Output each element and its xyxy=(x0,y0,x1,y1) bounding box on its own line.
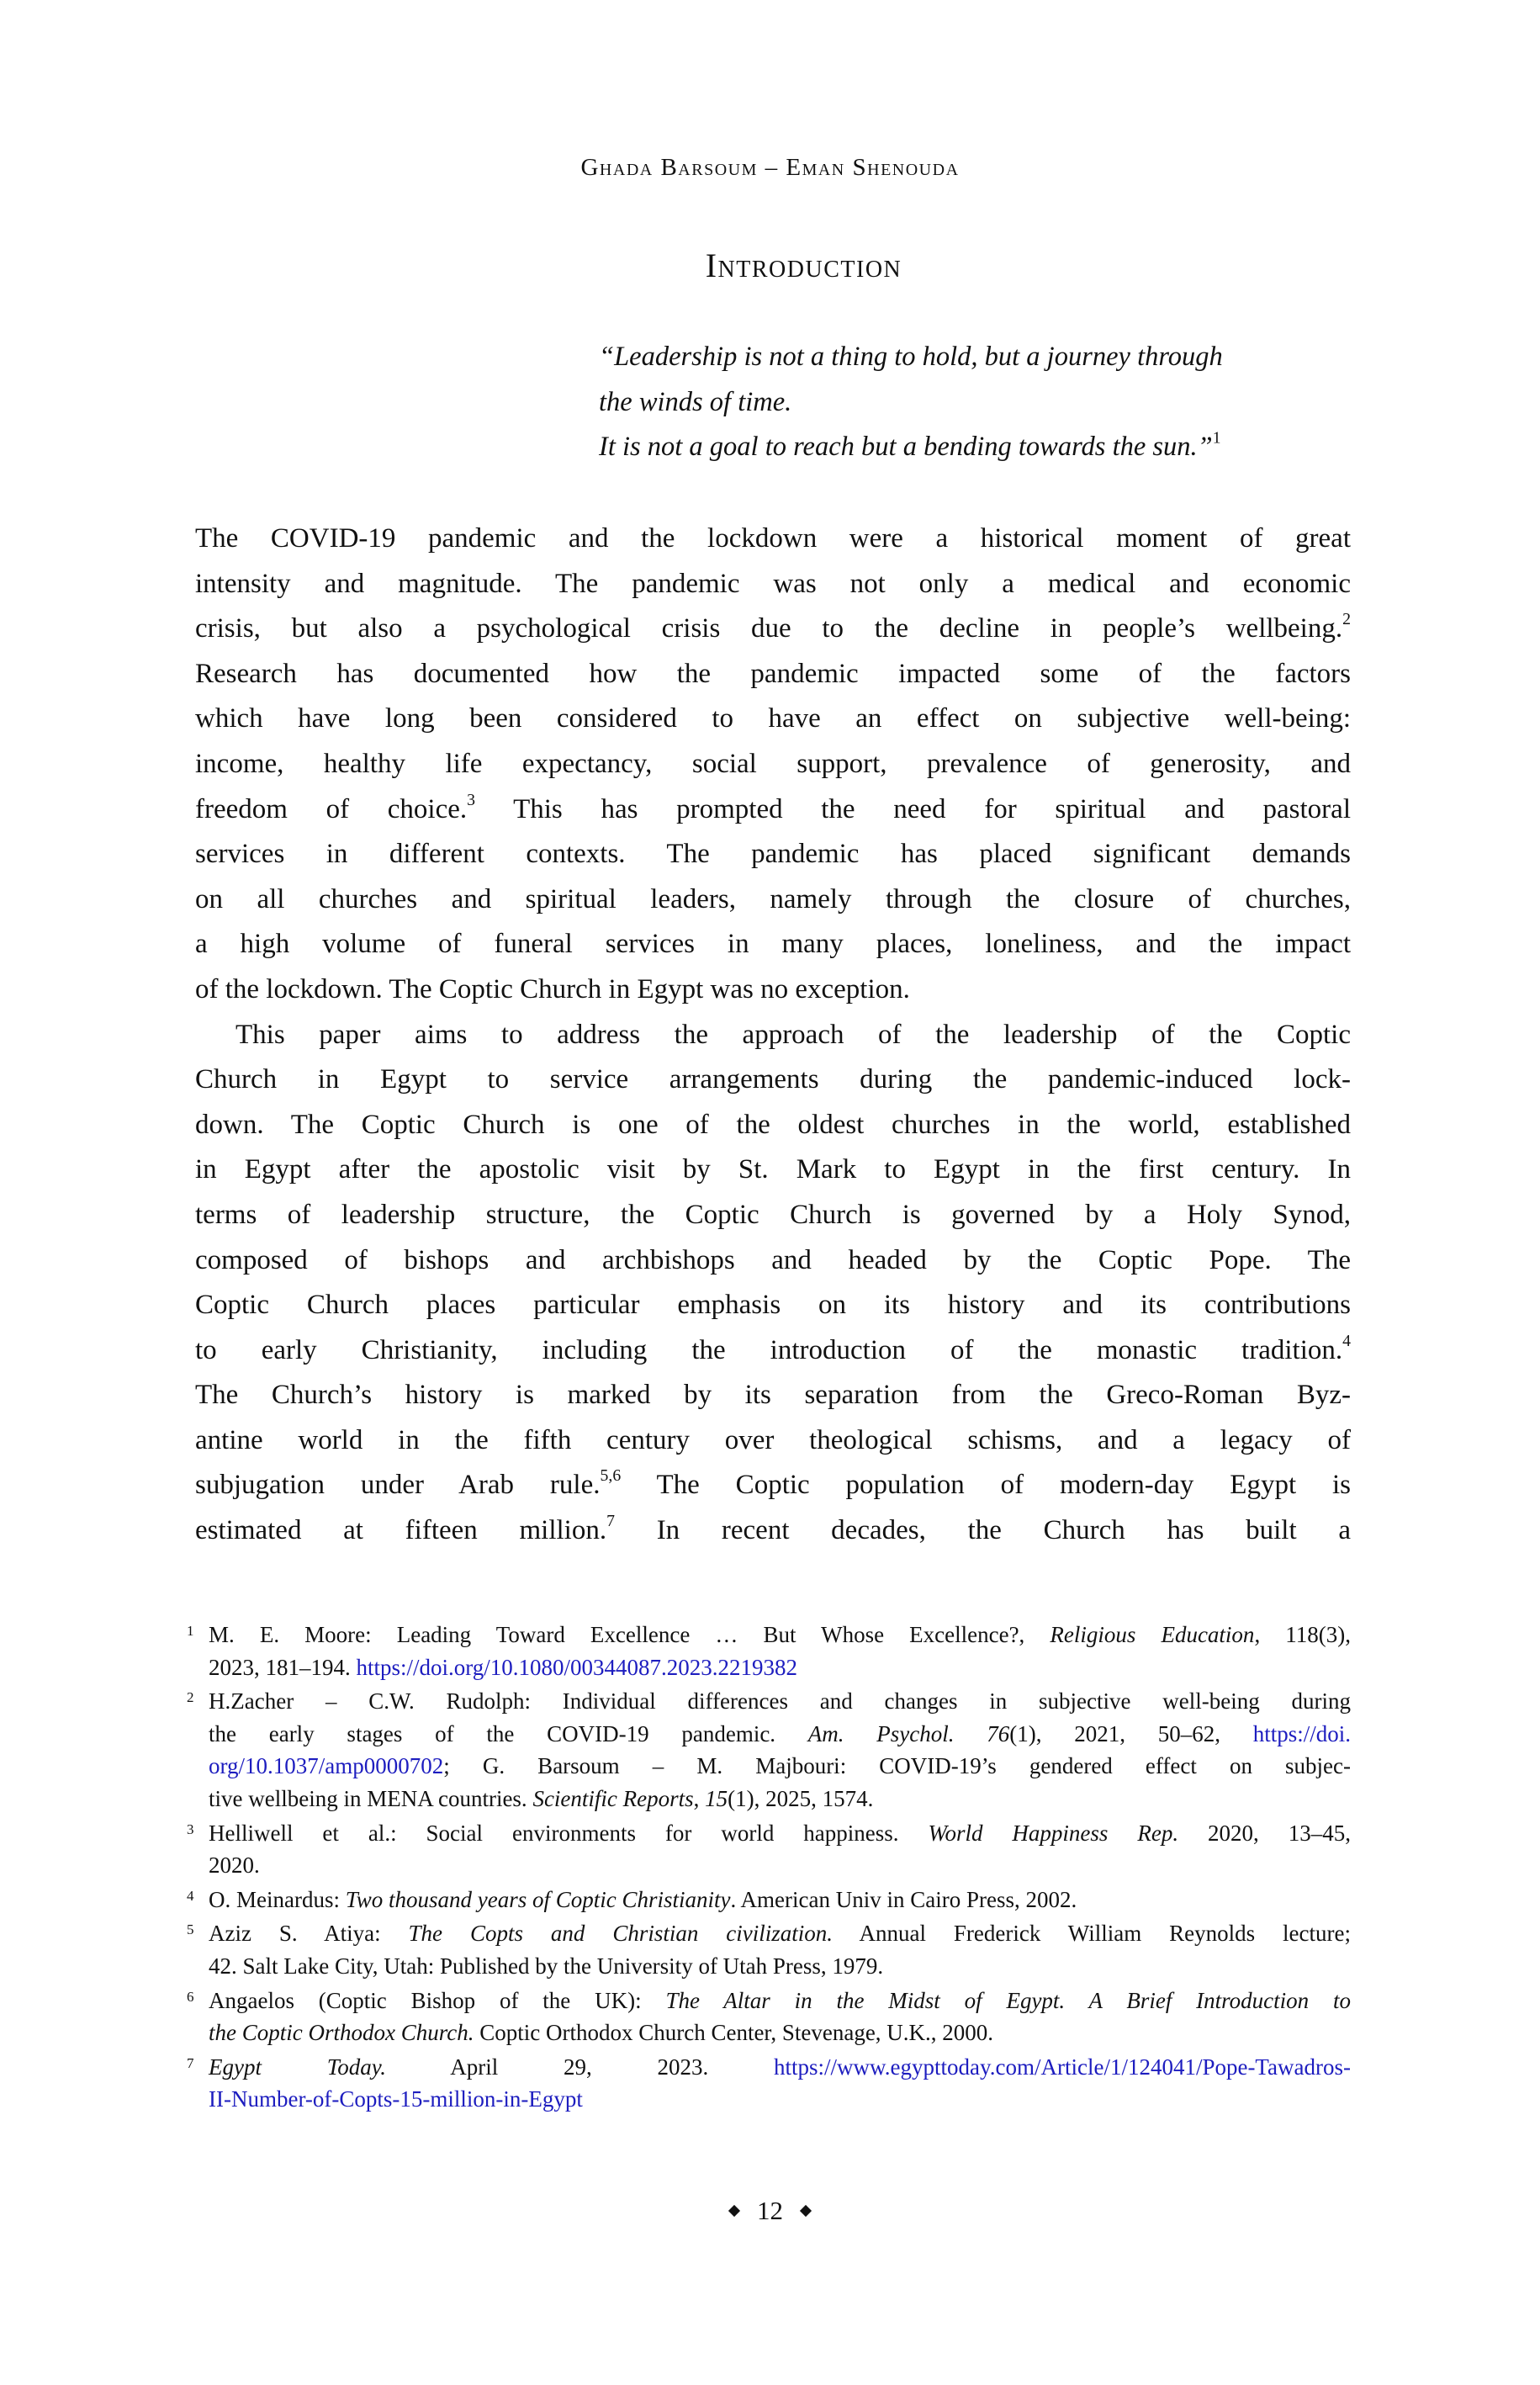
footnote-number: 2 xyxy=(187,1689,194,1706)
text-segment: estimated at fifteen million. xyxy=(195,1515,607,1546)
text-segment: terms of leadership structure, the Coptic Church is governed by a Holy Synod, xyxy=(195,1199,1351,1230)
footnote xyxy=(187,1685,1351,1815)
page-footer xyxy=(0,2196,1540,2226)
footnote-line xyxy=(209,2017,1351,2049)
text-segment: In recent decades, the Church has built a xyxy=(614,1515,1351,1546)
text-segment: subjugation under Arab rule. xyxy=(195,1470,601,1501)
text-segment: to early Christianity, including the introduction of the monastic tradition. xyxy=(195,1334,1343,1365)
footnote-ref[interactable]: 3 xyxy=(467,790,476,809)
epigraph-line: the winds of time. xyxy=(599,386,792,417)
diamond-bullet-icon xyxy=(800,2205,812,2217)
text-line xyxy=(195,1328,1351,1374)
text-segment: which have long been considered to have an effect on subjective well-being: xyxy=(195,703,1351,734)
text-segment: The COVID-19 pandemic and the lockdown were a historical moment of great xyxy=(195,523,1351,554)
text-line xyxy=(195,607,1351,652)
text-segment: income, healthy life expectancy, social support, prevalence of generosity, and xyxy=(195,748,1351,779)
citation-link[interactable]: https://doi.org/10.1080/00344087.2023.2219382 xyxy=(356,1654,798,1680)
footnote xyxy=(187,1884,1351,1916)
text-segment: The Church’s history is marked by its separation from the Greco-Roman Byz- xyxy=(195,1380,1351,1411)
footnote-text: , xyxy=(693,1785,706,1811)
footnote-text: 2020. xyxy=(209,1852,260,1879)
text-line xyxy=(195,562,1351,607)
footnote-ref[interactable]: 7 xyxy=(606,1512,615,1531)
footnote xyxy=(187,2051,1351,2116)
footnote-text: Aziz S. Atiya: xyxy=(209,1921,409,1947)
footnote-line xyxy=(209,2051,1351,2084)
footnote-text: (1), 2025, 1574. xyxy=(728,1785,874,1811)
footnote-line xyxy=(209,1718,1351,1751)
footnote-number: 7 xyxy=(187,2054,194,2071)
italic-title: the Coptic Orthodox Church. xyxy=(209,2020,474,2046)
footnote-ref[interactable]: 5,6 xyxy=(600,1466,622,1486)
footnote-line xyxy=(209,1849,1351,1882)
italic-title: World Happiness Rep. xyxy=(928,1820,1179,1846)
footnote-text: . American Univ in Cairo Press, 2002. xyxy=(730,1886,1077,1912)
text-line xyxy=(195,1508,1351,1554)
text-segment: Research has documented how the pandemic impacted some of the factors xyxy=(195,658,1351,689)
page-number: 12 xyxy=(757,2196,783,2225)
text-segment: Church in Egypt to service arrangements during the pandemic-induced lock- xyxy=(195,1064,1351,1095)
footnote-text: April 29, 2023. xyxy=(386,2054,775,2080)
citation-link[interactable]: https://doi. xyxy=(1252,1720,1351,1746)
text-line xyxy=(195,1057,1351,1103)
text-segment: freedom of choice. xyxy=(195,793,468,824)
text-line xyxy=(195,1147,1351,1193)
diamond-bullet-icon xyxy=(728,2205,740,2217)
italic-title: Egypt Today. xyxy=(209,2054,387,2080)
footnote xyxy=(187,1985,1351,2049)
footnote-text: M. E. Moore: Leading Toward Excellence … But Whose Excellence?, xyxy=(209,1622,1050,1647)
footnote-line xyxy=(209,1817,1351,1850)
footnote xyxy=(187,1917,1351,1982)
text-line xyxy=(195,652,1351,697)
text-segment: This has prompted the need for spiritual and pastoral xyxy=(475,793,1351,824)
footnote xyxy=(187,1619,1351,1683)
footnote-line xyxy=(209,1884,1351,1916)
footnote-number: 4 xyxy=(187,1887,194,1904)
epigraph xyxy=(599,335,1356,470)
footnote-line xyxy=(209,1950,1351,1983)
italic-title: Religious Education xyxy=(1050,1622,1255,1647)
text-segment: on all churches and spiritual leaders, namely through the closure of churches, xyxy=(195,883,1351,914)
citation-link[interactable]: https://www.egypttoday.com/Article/1/124041/Pope-Tawadros- xyxy=(774,2054,1351,2080)
text-segment: a high volume of funeral services in many places, loneliness, and the impact xyxy=(195,929,1351,960)
footnote-number: 5 xyxy=(187,1921,194,1938)
text-line xyxy=(195,832,1351,877)
text-segment: of the lockdown. The Coptic Church in Egypt was no exception. xyxy=(195,973,910,1004)
text-line xyxy=(195,1013,1351,1058)
citation-link[interactable]: org/10.1037/amp0000702 xyxy=(209,1753,444,1779)
footnote-text: H.Zacher – C.W. Rudolph: Individual differences and changes in subjective well-being during xyxy=(209,1688,1351,1715)
italic-title: Scientific Reports xyxy=(532,1785,694,1811)
italic-title: The Altar in the Midst of Egypt. A Brief Introduction to xyxy=(665,1987,1351,2013)
text-segment: Coptic Church places particular emphasis on its history and its contributions xyxy=(195,1290,1351,1321)
footnote-line xyxy=(209,1750,1351,1783)
footnote-text: Angaelos (Coptic Bishop of the UK): xyxy=(209,1987,666,2013)
text-segment: in Egypt after the apostolic visit by St. Mark to Egypt in the first century. In xyxy=(195,1154,1351,1185)
text-line xyxy=(195,742,1351,787)
text-line xyxy=(195,967,1351,1013)
italic-title: 15 xyxy=(705,1785,728,1811)
text-line xyxy=(195,1283,1351,1328)
section-title: Introduction xyxy=(705,246,902,284)
footnote-text: O. Meinardus: xyxy=(209,1886,346,1912)
text-line xyxy=(195,1103,1351,1148)
footnotes xyxy=(187,1619,1351,2117)
footnote-text: , 118(3), xyxy=(1254,1622,1351,1647)
epigraph-line-text: It is not a goal to reach but a bending towards the sun.” xyxy=(599,432,1213,463)
footnote-text: tive wellbeing in MENA countries. xyxy=(209,1785,533,1811)
italic-title: Two thousand years of Coptic Christianity xyxy=(345,1886,731,1912)
footnote-text: 2023, 181–194. xyxy=(209,1654,357,1680)
footnote-text: (1), 2021, 50–62, xyxy=(1009,1720,1253,1746)
text-line xyxy=(195,1463,1351,1508)
citation-link[interactable]: II-Number-of-Copts-15-million-in-Egypt xyxy=(209,2086,583,2112)
text-line xyxy=(195,1418,1351,1464)
footnote-line xyxy=(209,1783,1351,1815)
text-segment: services in different contexts. The pandemic has placed significant demands xyxy=(195,839,1351,870)
text-line xyxy=(195,922,1351,967)
footnote-number: 1 xyxy=(187,1623,194,1639)
text-segment: intensity and magnitude. The pandemic was not only a medical and economic xyxy=(195,568,1351,599)
footnote-ref[interactable]: 1 xyxy=(1212,429,1221,448)
text-line xyxy=(195,1373,1351,1418)
footnote-line xyxy=(209,1619,1351,1651)
footnote-line xyxy=(209,1685,1351,1718)
footnote-line xyxy=(209,1917,1351,1950)
epigraph-line xyxy=(599,425,1356,470)
footnote-text: 42. Salt Lake City, Utah: Published by the University of Utah Press, 1979. xyxy=(209,1953,884,1979)
paragraph xyxy=(195,517,1351,1013)
text-line xyxy=(195,877,1351,923)
text-line xyxy=(195,697,1351,742)
running-head: Ghada Barsoum – Eman Shenouda xyxy=(580,154,960,181)
footnote-text: ; G. Barsoum – M. Majbouri: COVID-19’s gendered effect on subjec- xyxy=(443,1753,1351,1779)
italic-title: Am. Psychol. 76 xyxy=(807,1720,1010,1746)
footnote-text: Helliwell et al.: Social environments for world happiness. xyxy=(209,1820,929,1846)
text-line xyxy=(195,1193,1351,1238)
text-segment: down. The Coptic Church is one of the oldest churches in the world, established xyxy=(195,1109,1351,1140)
text-line xyxy=(195,517,1351,562)
epigraph-line: “Leadership is not a thing to hold, but a journey through xyxy=(599,342,1223,372)
footnote-line xyxy=(209,1651,1351,1684)
footnote-ref[interactable]: 2 xyxy=(1342,610,1351,629)
footnote-ref[interactable]: 4 xyxy=(1342,1331,1351,1350)
footnote-line xyxy=(209,1985,1351,2017)
paragraph xyxy=(195,1013,1351,1554)
text-segment: antine world in the fifth century over theological schisms, and a legacy of xyxy=(195,1424,1351,1455)
text-line xyxy=(195,787,1351,833)
footnote-text: Coptic Orthodox Church Center, Stevenage, U.K., 2000. xyxy=(474,2020,994,2046)
footnote-number: 6 xyxy=(187,1988,194,2005)
text-segment: The Coptic population of modern-day Egypt is xyxy=(621,1470,1351,1501)
text-segment: crisis, but also a psychological crisis due to the decline in people’s wellbeing. xyxy=(195,613,1343,644)
footnote-text: 2020, 13–45, xyxy=(1178,1820,1352,1846)
text-segment: This paper aims to address the approach of the leadership of the Coptic xyxy=(235,1019,1351,1050)
footnote-text: the early stages of the COVID-19 pandemic. xyxy=(209,1720,808,1746)
body-text xyxy=(195,517,1351,1554)
italic-title: The Copts and Christian civilization. xyxy=(408,1921,834,1947)
footnote-line xyxy=(209,2083,1351,2116)
footnote xyxy=(187,1817,1351,1882)
footnote-text: Annual Frederick William Reynolds lecture; xyxy=(833,1921,1352,1947)
footnote-number: 3 xyxy=(187,1821,194,1837)
text-line xyxy=(195,1238,1351,1284)
text-segment: composed of bishops and archbishops and headed by the Coptic Pope. The xyxy=(195,1244,1351,1275)
